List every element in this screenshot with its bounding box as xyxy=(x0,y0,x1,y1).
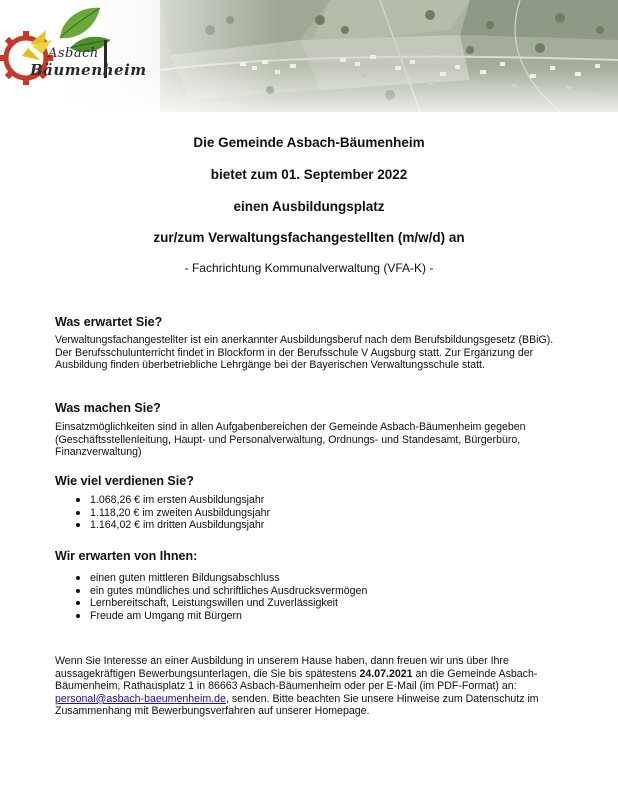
headline-specialization: - Fachrichtung Kommunalverwaltung (VFA-K) - xyxy=(184,261,434,275)
section-title-salary: Wie viel verdienen Sie? xyxy=(55,474,194,488)
closing-text-1: Wenn Sie Interesse an einer Ausbildung in unserem Hause haben, dann freuen wir uns über Ihre aussagekräftigen Bewerbungsunterlagen, die Sie bis spätestens xyxy=(55,655,509,680)
logo-text-baeumenheim: Bäumenheim xyxy=(30,61,147,79)
headline-position: einen Ausbildungsplatz xyxy=(233,199,385,214)
section-text-expect: Verwaltungsfachangestellter ist ein anerkannter Ausbildungsberuf nach dem Berufsbildungsgesetz (BBiG). Der Berufsschulunterricht findet in Blockform in der Berufsschule V Augsburg statt. Zur Ergänzung der Ausbildung finden überbetriebliche Lehrgänge bei der Bayerischen Verwaltungsschule statt. xyxy=(55,334,554,372)
headline-job-title: zur/zum Verwaltungsfachangestellten (m/w/d) an xyxy=(153,230,465,245)
list-item: 1.118,20 € im zweiten Ausbildungsjahr xyxy=(55,507,270,520)
closing-text-2: an die Gemeinde Asbach-Bäumenheim, Rathausplatz 1 in 86663 Asbach-Bäumenheim oder per E-Mail (im PDF-Format) an: xyxy=(55,667,538,693)
requirements-list xyxy=(55,572,367,622)
logo-text-asbach: Asbach xyxy=(48,46,99,61)
section-title-tasks: Was machen Sie? xyxy=(55,401,161,415)
list-item: 1.068,26 € im ersten Ausbildungsjahr xyxy=(55,494,270,507)
closing-paragraph xyxy=(55,655,570,718)
municipality-logo xyxy=(0,0,150,112)
application-deadline: 24.07.2021 xyxy=(359,667,413,680)
headline-date: bietet zum 01. September 2022 xyxy=(210,167,408,182)
email-link[interactable]: personal@asbach-baeumenheim.de xyxy=(55,692,226,705)
list-item: 1.164,02 € im dritten Ausbildungsjahr xyxy=(55,519,270,532)
header-banner xyxy=(0,0,618,112)
list-item: einen guten mittleren Bildungsabschluss xyxy=(55,572,367,585)
list-item: Lernbereitschaft, Leistungswillen und Zuverlässigkeit xyxy=(55,597,367,610)
section-text-tasks: Einsatzmöglichkeiten sind in allen Aufgabenbereichen der Gemeinde Asbach-Bäumenheim gegeben (Geschäftsstellenleitung, Haupt- und Personalverwaltung, Ordnungs- und Standesamt, Bürgerbüro, Finanzverwaltung) xyxy=(55,421,526,459)
salary-list xyxy=(55,494,270,532)
list-item: ein gutes mündliches und schriftliches Ausdrucksvermögen xyxy=(55,585,367,598)
section-title-requirements: Wir erwarten von Ihnen: xyxy=(55,549,198,563)
headline-municipality: Die Gemeinde Asbach-Bäumenheim xyxy=(193,135,425,150)
list-item: Freude am Umgang mit Bürgern xyxy=(55,610,367,623)
section-title-expect: Was erwartet Sie? xyxy=(55,315,163,329)
closing-text-3: , senden. Bitte beachten Sie unsere Hinweise zum Datenschutz im Zusammenhang mit Bewerbungsverfahren auf unserer Homepage. xyxy=(55,692,539,718)
